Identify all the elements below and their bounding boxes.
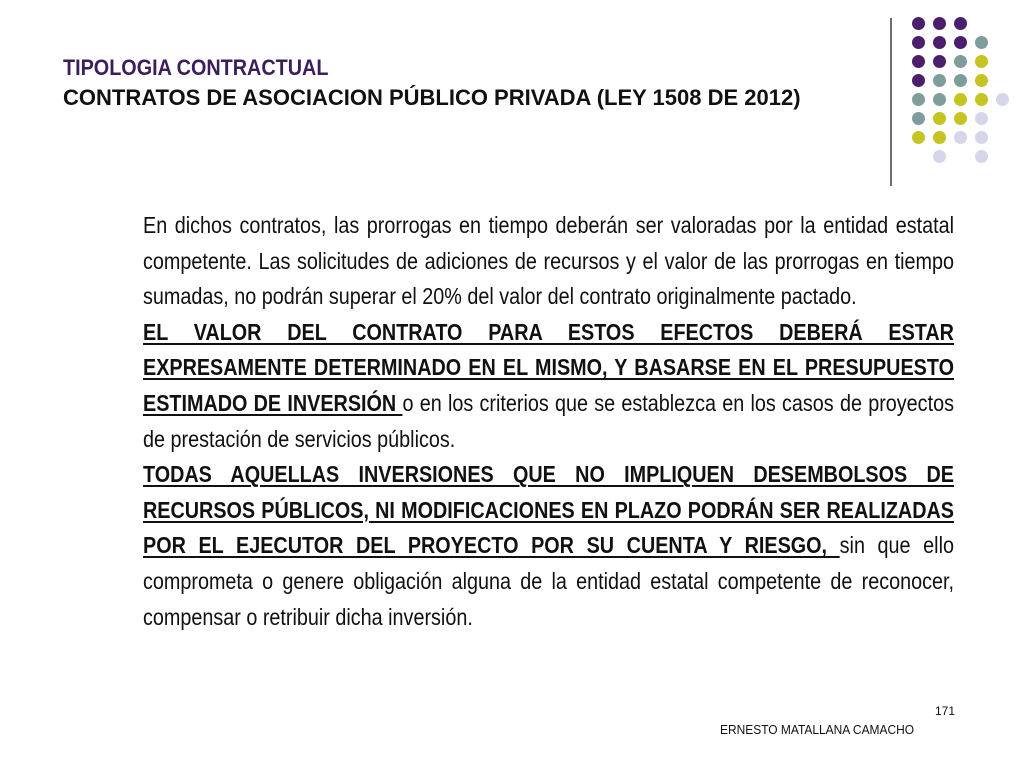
decorative-dot: [975, 131, 988, 144]
decorative-dot: [954, 93, 967, 106]
decorative-dot: [912, 131, 925, 144]
paragraph-3-rest: sin que ello comprometa o genere obligación alguna de la entidad estatal competente de reconocer, compensar o retribuir dicha inversión.: [143, 532, 954, 630]
paragraph-3: [143, 457, 954, 635]
decorative-dot: [954, 74, 967, 87]
decorative-dot: [996, 93, 1009, 106]
slide-category-title: TIPOLOGIA CONTRACTUAL: [63, 55, 329, 80]
decorative-dot: [933, 17, 946, 30]
decorative-dot: [933, 112, 946, 125]
decorative-dot: [954, 36, 967, 49]
vertical-divider: [890, 18, 892, 186]
paragraph-2-emphasis: EL VALOR DEL CONTRATO PARA ESTOS EFECTOS DEBERÁ ESTAR EXPRESAMENTE DETERMINADO EN EL MISMO, Y BASARSE EN EL PRESUPUESTO ESTIMADO DE INVERSIÓN: [143, 318, 954, 416]
paragraph-3-emphasis: TODAS AQUELLAS INVERSIONES QUE NO IMPLIQUEN DESEMBOLSOS DE RECURSOS PÚBLICOS, NI MODIFICACIONES EN PLAZO PODRÁN SER REALIZADAS POR EL EJECUTOR DEL PROYECTO POR SU CUENTA Y RIESGO,: [143, 461, 954, 559]
decorative-dot: [975, 112, 988, 125]
decorative-dot: [912, 17, 925, 30]
decorative-dot: [912, 93, 925, 106]
paragraph-1: En dichos contratos, las prorrogas en tiempo deberán ser valoradas por la entidad estatal competente. Las solicitudes de adiciones de recursos y el valor de las prorrogas en tiempo sumadas, no podrán superar el 20% del valor del contrato originalmente pactado.: [143, 212, 954, 310]
decorative-dot: [954, 112, 967, 125]
page-number: 171: [935, 704, 956, 718]
decorative-dot: [933, 55, 946, 68]
decorative-dot: [975, 55, 988, 68]
decorative-dot: [933, 93, 946, 106]
decorative-dot: [975, 93, 988, 106]
decorative-dot: [975, 36, 988, 49]
decorative-dot: [912, 36, 925, 49]
decorative-dot: [954, 131, 967, 144]
decorative-dot: [912, 74, 925, 87]
author-name: ERNESTO MATALLANA CAMACHO: [720, 722, 915, 737]
title-block: [63, 55, 863, 113]
paragraph-2-rest: o en los criterios que se establezca en los casos de proyectos de prestación de servicios públicos.: [143, 389, 954, 452]
slide-body: [143, 208, 954, 635]
decorative-dot: [933, 131, 946, 144]
paragraph-2: [143, 315, 954, 457]
decorative-dot: [933, 150, 946, 163]
decorative-dot: [954, 17, 967, 30]
slide-title: CONTRATOS DE ASOCIACION PÚBLICO PRIVADA (LEY 1508 DE 2012): [63, 85, 801, 110]
decorative-dot: [933, 36, 946, 49]
decorative-dot: [912, 112, 925, 125]
decorative-dot: [975, 74, 988, 87]
decorative-dot: [912, 55, 925, 68]
decorative-dot: [975, 150, 988, 163]
decorative-dot: [954, 55, 967, 68]
decorative-dot: [933, 74, 946, 87]
